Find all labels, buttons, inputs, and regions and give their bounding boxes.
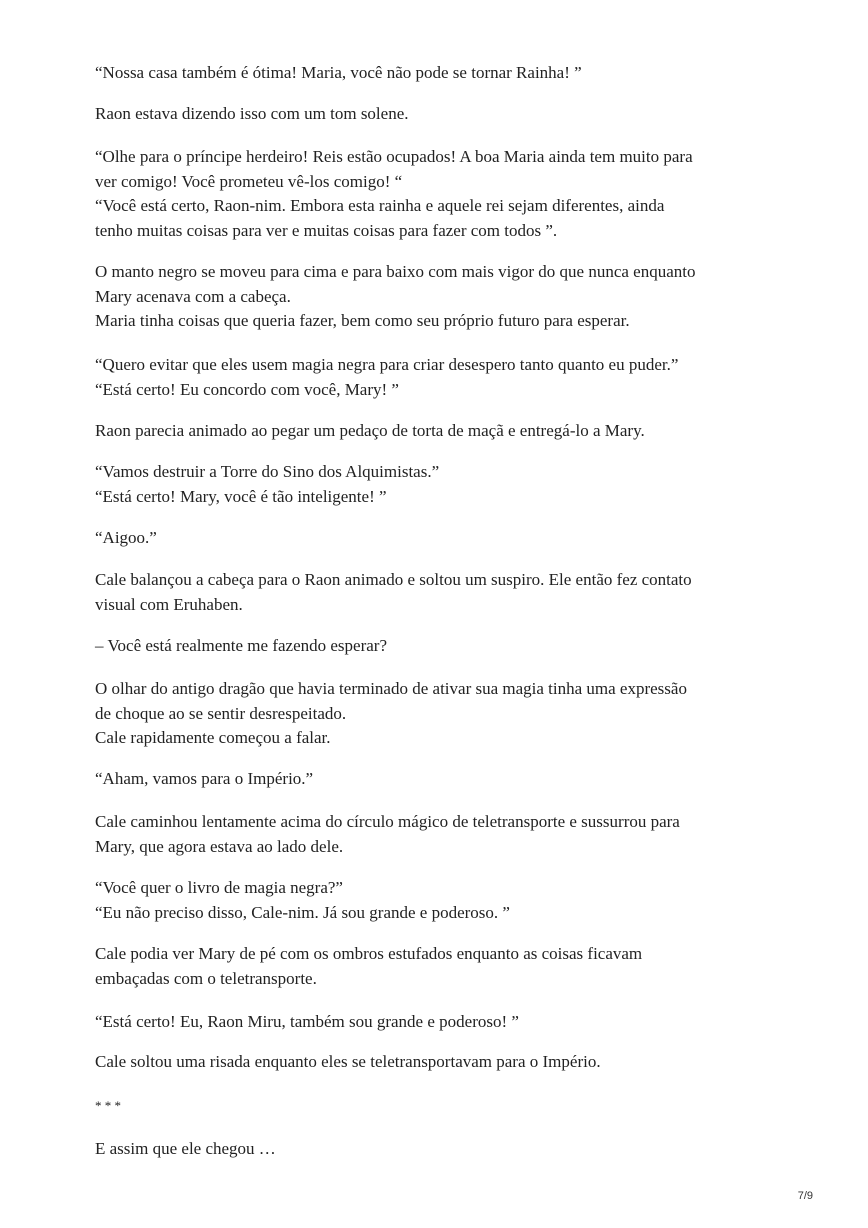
paragraph: [95, 634, 795, 659]
text-line: “Está certo! Mary, você é tão inteligente! ”: [95, 486, 387, 506]
paragraph: [95, 102, 795, 127]
paragraph: [95, 876, 795, 925]
text-line: “Está certo! Eu, Raon Miru, também sou grande e poderoso! ”: [95, 1012, 519, 1031]
paragraph: [95, 568, 795, 617]
text-line: “Aigoo.”: [95, 528, 157, 547]
text-line: “Nossa casa também é ótima! Maria, você não pode se tornar Rainha! ”: [95, 63, 582, 82]
text-line: “Eu não preciso disso, Cale-nim. Já sou grande e poderoso. ”: [95, 902, 510, 922]
scene-break: [95, 1094, 795, 1119]
text-line: Mary acenava com a cabeça.: [95, 286, 291, 306]
paragraph: [95, 260, 795, 334]
paragraph: [95, 677, 795, 751]
text-line: Raon parecia animado ao pegar um pedaço de torta de maçã e entregá-lo a Mary.: [95, 421, 645, 440]
paragraph: [95, 810, 795, 859]
text-line: Cale podia ver Mary de pé com os ombros estufados enquanto as coisas ficavam: [95, 944, 643, 963]
text-line: de choque ao se sentir desrespeitado.: [95, 703, 347, 723]
text-line: Cale caminhou lentamente acima do círculo mágico de teletransporte e sussurrou para: [95, 812, 680, 831]
text-line: * * *: [95, 1098, 121, 1113]
text-line: E assim que ele chegou …: [95, 1139, 276, 1158]
paragraph: [95, 1050, 795, 1075]
paragraph: [95, 419, 795, 444]
text-line: embaçadas com o teletransporte.: [95, 968, 317, 988]
text-line: ver comigo! Você prometeu vê-los comigo! “: [95, 171, 403, 191]
text-line: O olhar do antigo dragão que havia terminado de ativar sua magia tinha uma expressão: [95, 679, 687, 698]
paragraph: [95, 145, 795, 243]
text-line: Maria tinha coisas que queria fazer, bem como seu próprio futuro para esperar.: [95, 311, 630, 330]
paragraph: [95, 1137, 795, 1162]
page-number: 7/9: [797, 1190, 813, 1202]
text-line: Mary, que agora estava ao lado dele.: [95, 836, 344, 856]
paragraph: [95, 526, 795, 551]
paragraph: [95, 1010, 795, 1035]
paragraph: [95, 61, 795, 86]
paragraph: [95, 767, 795, 792]
text-line: O manto negro se moveu para cima e para baixo com mais vigor do que nunca enquanto: [95, 262, 696, 281]
text-line: “Você quer o livro de magia negra?”: [95, 878, 343, 897]
text-line: “Quero evitar que eles usem magia negra para criar desespero tanto quanto eu puder.”: [95, 355, 679, 374]
paragraph: [95, 942, 795, 991]
paragraph: [95, 353, 795, 402]
text-line: tenho muitas coisas para ver e muitas coisas para fazer com todos ”.: [95, 220, 558, 240]
text-line: – Você está realmente me fazendo esperar?: [95, 636, 387, 655]
text-line: “Está certo! Eu concordo com você, Mary! ”: [95, 379, 399, 399]
text-line: visual com Eruhaben.: [95, 594, 243, 614]
text-line: “Você está certo, Raon-nim. Embora esta rainha e aquele rei sejam diferentes, ainda: [95, 196, 665, 215]
text-line: “Olhe para o príncipe herdeiro! Reis estão ocupados! A boa Maria ainda tem muito para: [95, 147, 693, 166]
paragraph: [95, 460, 795, 509]
text-line: “Vamos destruir a Torre do Sino dos Alquimistas.”: [95, 462, 440, 481]
text-line: Cale soltou uma risada enquanto eles se teletransportavam para o Império.: [95, 1052, 601, 1071]
text-line: “Aham, vamos para o Império.”: [95, 769, 314, 788]
text-line: Cale balançou a cabeça para o Raon animado e soltou um suspiro. Ele então fez contato: [95, 570, 692, 589]
text-line: Raon estava dizendo isso com um tom solene.: [95, 104, 409, 123]
text-line: Cale rapidamente começou a falar.: [95, 728, 331, 747]
